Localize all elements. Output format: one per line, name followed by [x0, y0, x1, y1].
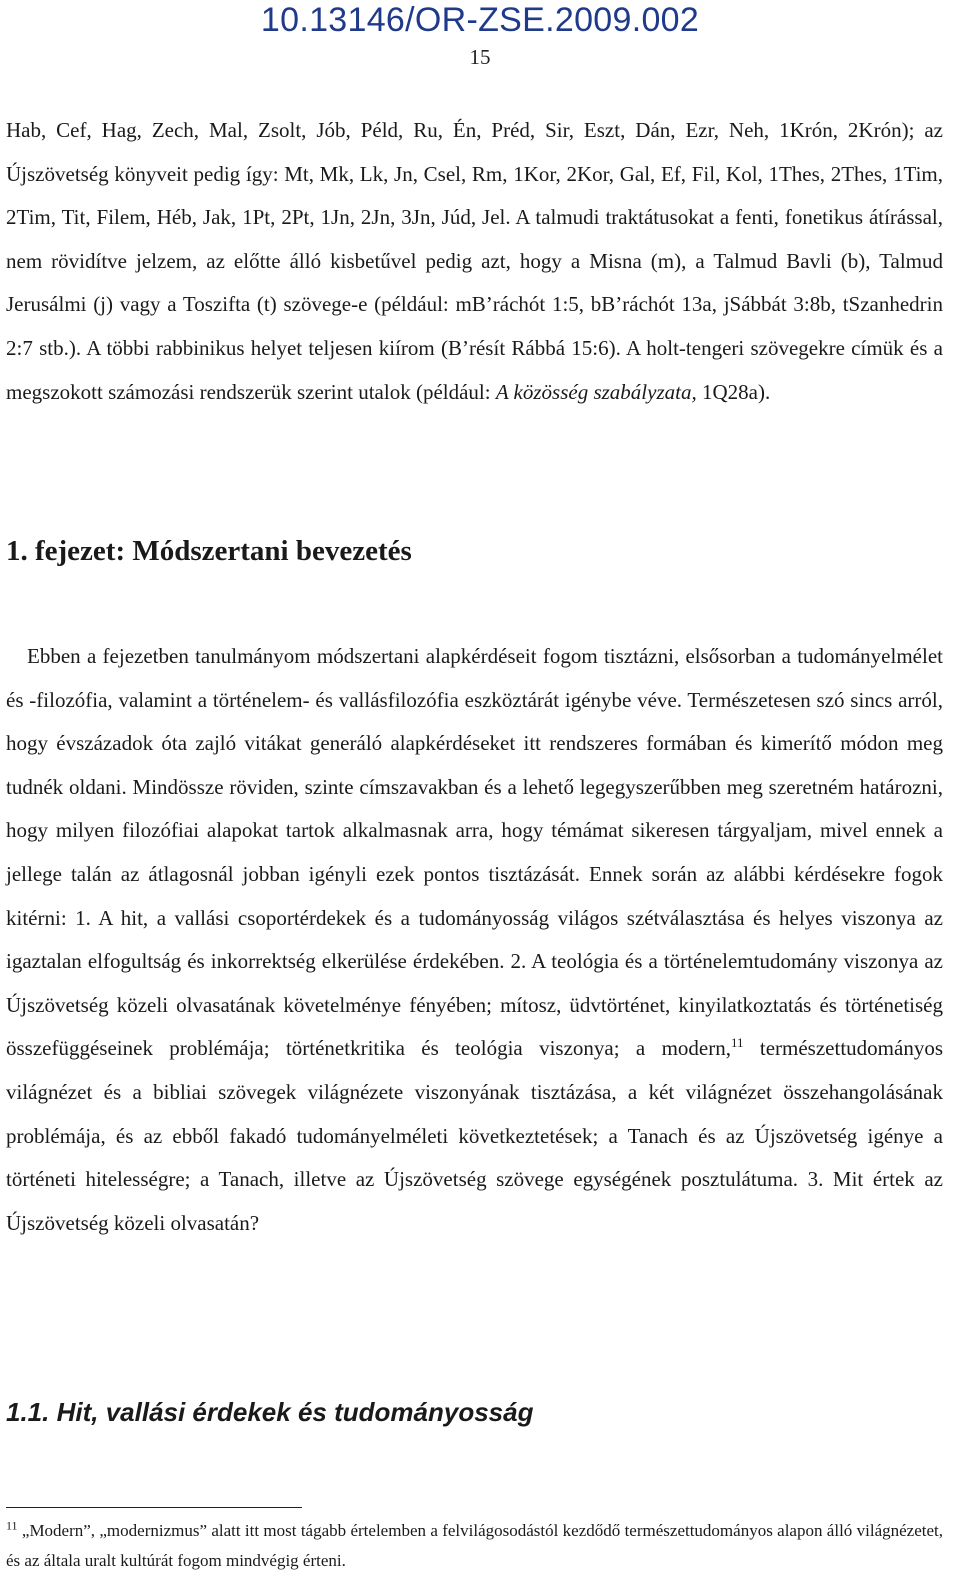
footnote-reference[interactable]: 11 [731, 1035, 744, 1051]
footnote-number: 11 [6, 1518, 18, 1533]
methodology-text-end: természettudományos világnézet és a bibliai szövegek világnézete viszonyának tisztázása, a két világnézet összehangolásának problémája, és az ebből fakadó tudományelméleti következtetések; a Tanach és az Újszövetség igénye a történeti hitelességre; a Tanach, illetve az Újszövetség szövege egységének posztulátuma. 3. Mit értek az Újszövetség közeli olvasatán? [6, 1036, 943, 1235]
abbreviations-text: Hab, Cef, Hag, Zech, Mal, Zsolt, Jób, Péld, Ru, Én, Préd, Sir, Eszt, Dán, Ezr, Neh, 1Krón, 2Krón); az Újszövetség könyveit pedig így: Mt, Mk, Lk, Jn, Csel, Rm, 1Kor, 2Kor, Gal, Ef, Fil, Kol, 1Thes, 2Thes, 1Tim, 2Tim, Tit, Filem, Héb, Jak, 1Pt, 2Pt, 1Jn, 2Jn, 3Jn, Júd, Jel. A talmudi traktátusokat a fenti, fonetikus átírással, nem rövidítve jelzem, az előtte álló kisbetűvel pedig azt, hogy a Misna (m), a Talmud Bavli (b), Talmud Jerusálmi (j) vagy a Toszifta (t) szövege-e (például: mB’ráchót 1:5, bB’ráchót 13a, jSábbát 3:8b, tSzanhedrin 2:7 stb.). A többi rabbinikus helyet teljesen kiírom (B’résít Rábbá 15:6). A holt-tengeri szövegekre címük és a megszokott számozási rendszerük szerint utalok (például: [6, 118, 943, 404]
section-heading: 1.1. Hit, vallási érdekek és tudományosság [6, 1397, 534, 1427]
abbreviations-text-end: 1Q28a). [696, 379, 771, 404]
page-number: 15 [469, 45, 491, 69]
methodology-paragraph [6, 635, 943, 1245]
chapter-heading: 1. fejezet: Módszertani bevezetés [6, 535, 412, 567]
doi-header[interactable]: 10.13146/OR-ZSE.2009.002 [260, 1, 700, 39]
italic-work-title: A közösség szabályzata, [495, 379, 697, 404]
footnote [6, 1516, 943, 1576]
footnote-text: „Modern”, „modernizmus” alatt itt most tágabb értelemben a felvilágosodástól kezdődő természettudományos alapon álló világnézetet, és az általa uralt kultúrát fogom mindvégig érteni. [6, 1521, 943, 1570]
footnote-divider [6, 1507, 302, 1508]
methodology-text: Ebben a fejezetben tanulmányom módszertani alapkérdéseit fogom tisztázni, elsősorban a tudományelmélet és -filozófia, valamint a történelem- és vallásfilozófia eszköztárát igénybe véve. Természetesen szó sincs arról, hogy évszázadok óta zajló vitákat generáló alapkérdéseket itt rendszeres formában és kimerítő módon meg tudnék oldani. Mindössze röviden, szinte címszavakban és a lehető legegyszerűbben meg szeretném határozni, hogy milyen filozófiai alapokat tartok alkalmasnak arra, hogy témámat sikeresen tárgyaljam, mivel ennek a jellege talán az átlagosnál jobban igényli ezek pontos tisztázását. Ennek során az alábbi kérdésekre fogok kitérni: 1. A hit, a vallási csoportérdekek és a tudományosság világos szétválasztása és helyes viszonya az igaztalan elfogultság és inkorrektség elkerülése érdekében. 2. A teológia és a történelemtudomány viszonya az Újszövetség közeli olvasatának követelménye fényében; mítosz, üdvtörténet, kinyilatkoztatás és történetiség összefüggéseinek problémája; történetkritika és teológia viszonya; a modern, [6, 644, 943, 1061]
abbreviations-paragraph [6, 109, 943, 414]
